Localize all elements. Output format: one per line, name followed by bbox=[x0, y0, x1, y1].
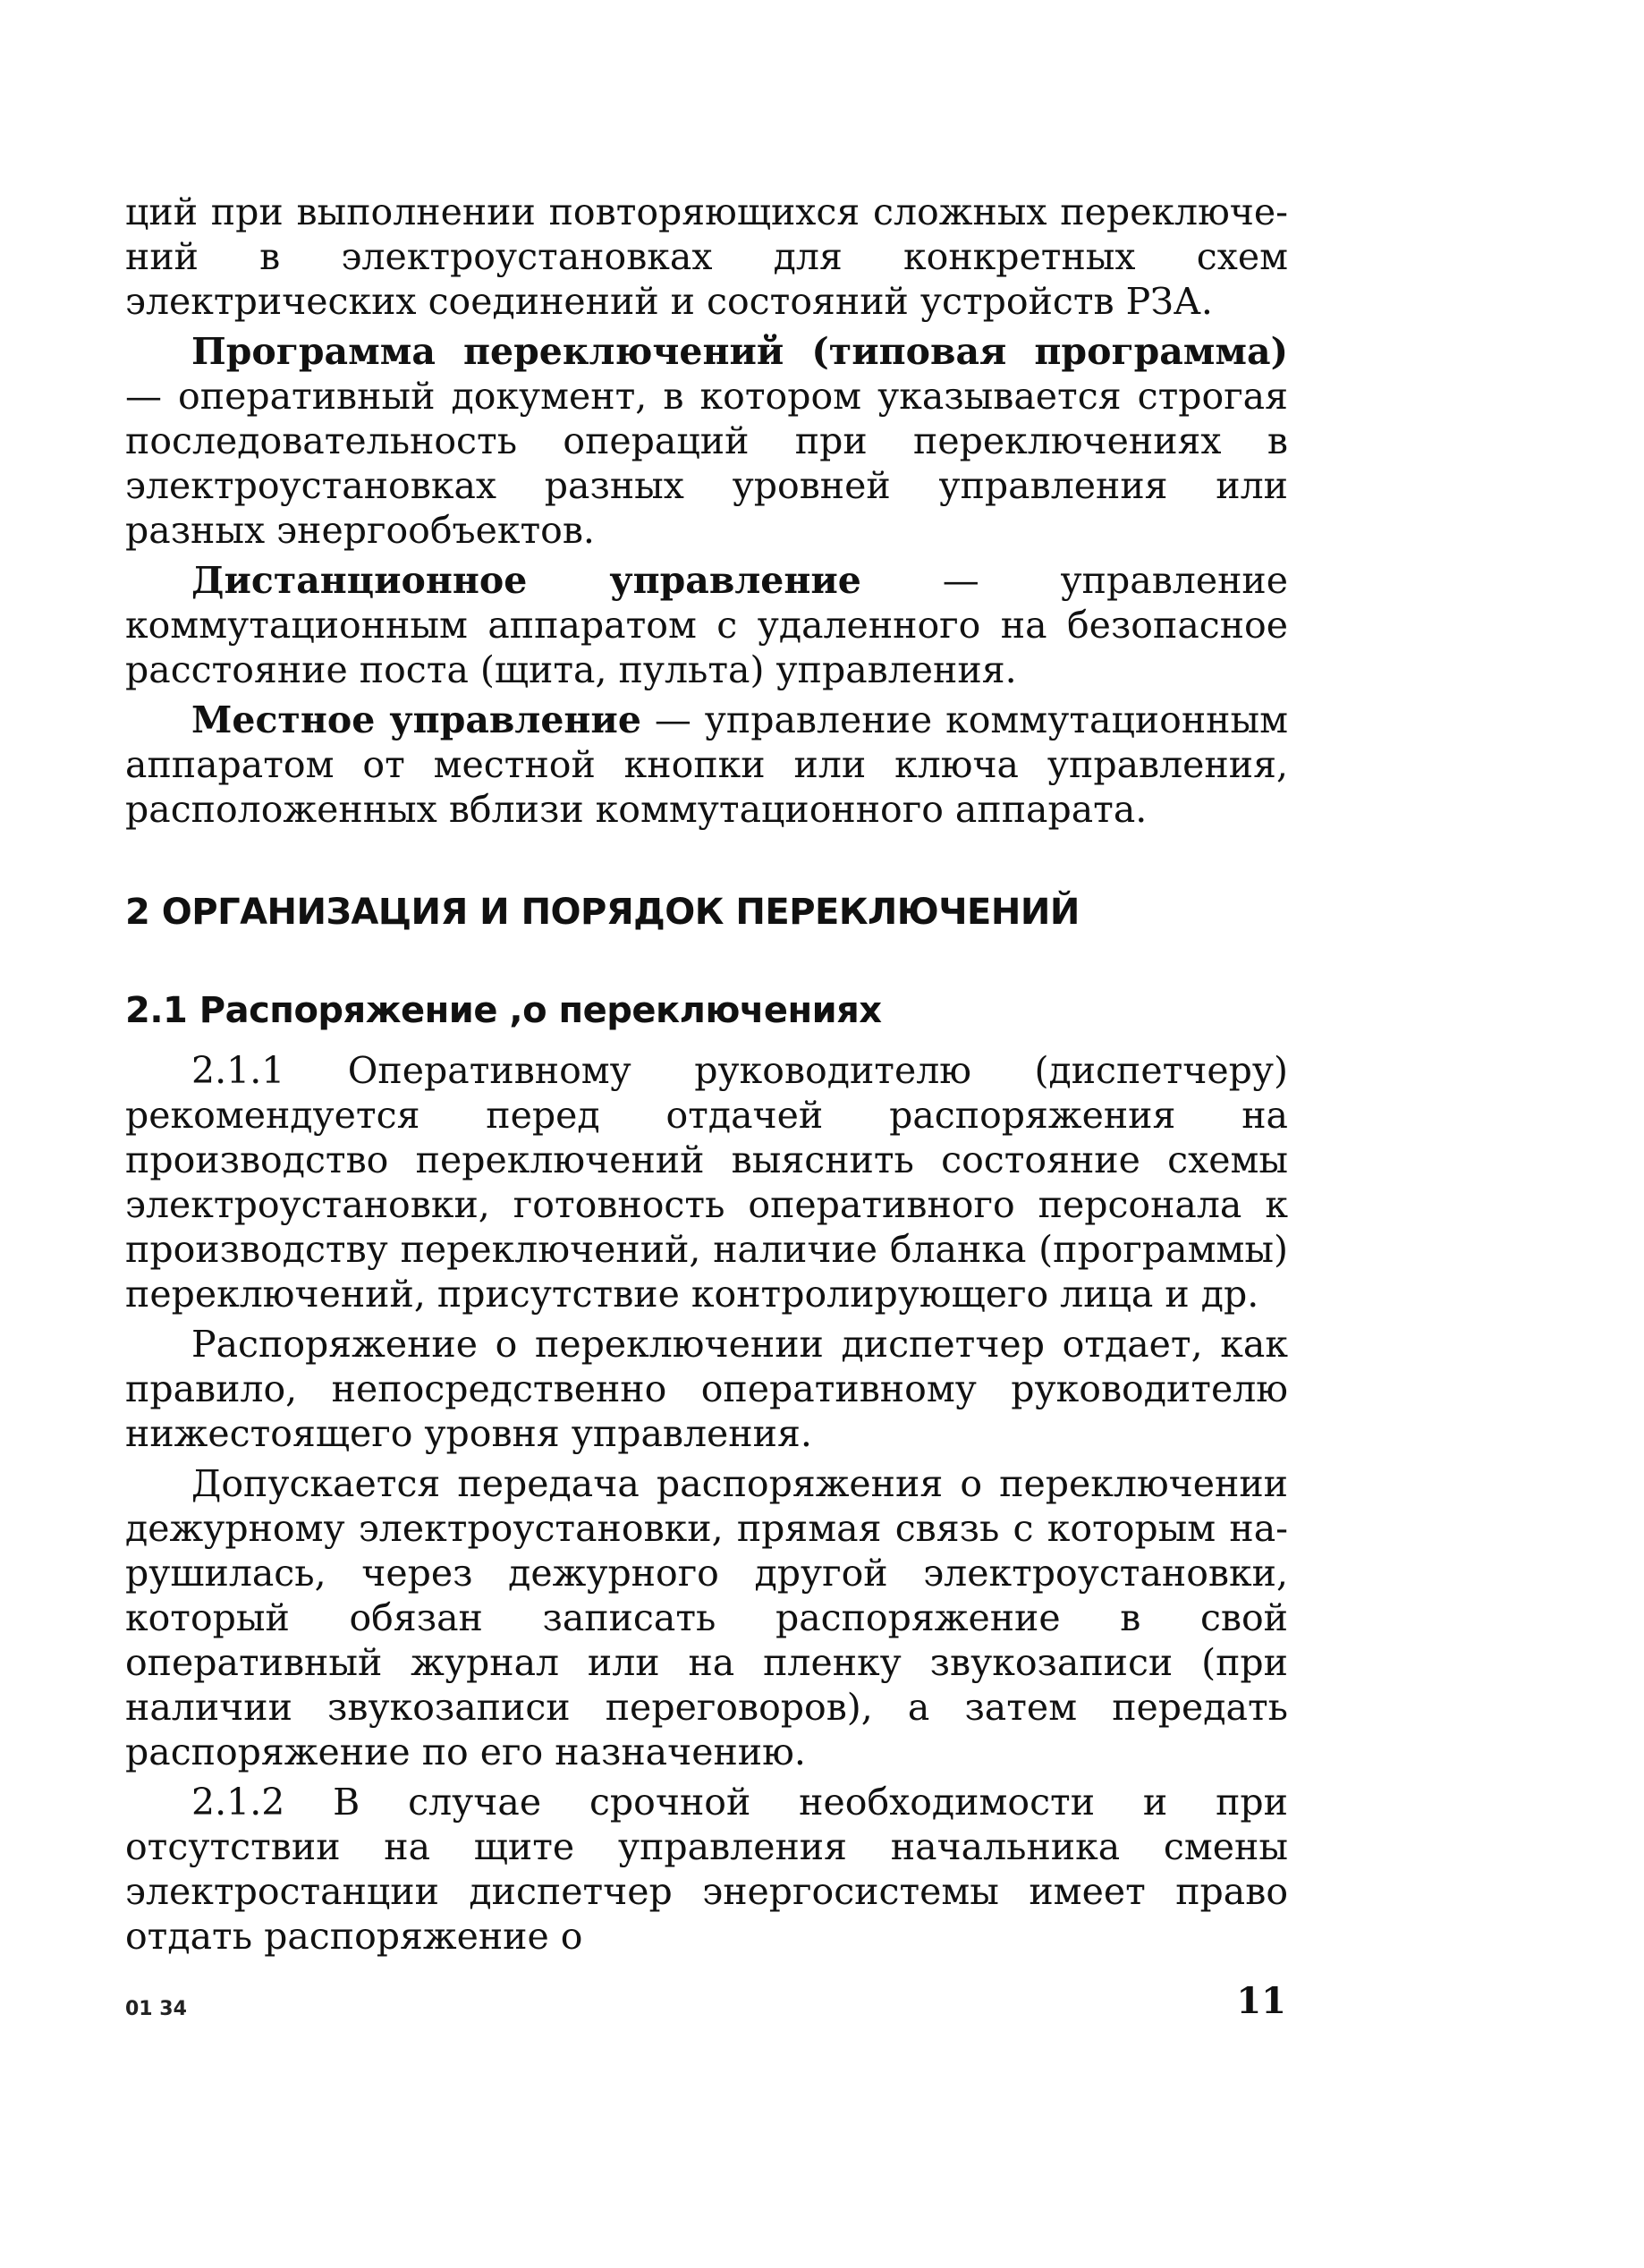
clause-paragraph: Допускается передача распоряжения о переключении дежурному электроустановки, прямая связь с которым нарушилась, через дежурного другой электроустановки, который обязан записать распоряжение в свой оперативный журнал или на пленку звукозаписи (при наличии звукозаписи переговоров), а затем передать распоряжение по его назначению. bbox=[125, 1462, 1288, 1773]
definition-text: — управление коммутационным аппаратом от местной кнопки или ключа управления, расположенных вблизи коммутационного аппарата. bbox=[125, 698, 1288, 831]
paragraph-definition-switching-program bbox=[125, 329, 1288, 553]
defined-term: Дистанционное управление bbox=[191, 559, 861, 602]
clause-paragraph: Распоряжение о переключении диспетчер отдает, как правило, непосредственно оперативному руководителю нижестоящего уровня управления. bbox=[125, 1323, 1288, 1455]
defined-term: Программа переключений (типовая программа) bbox=[191, 330, 1288, 373]
clause-2-1-1: 2.1.1 Оперативному руководителю (диспетчеру) рекомендуется перед отдачей распоряжения на производство переключений выяснить состояние схемы электроустановки, готовность оперативного персонала к производству переключений, наличие бланка (программы) переключений, присутствие контролирующего лица и др. bbox=[125, 1049, 1288, 1316]
page-number: 11 bbox=[1236, 1980, 1286, 2022]
section-heading: 2 ОРГАНИЗАЦИЯ И ПОРЯДОК ПЕРЕКЛЮЧЕНИЙ bbox=[125, 892, 1080, 933]
definition-text: — оперативный документ, в котором указывается строгая последовательность операций при переключениях в электроустановках разных уровней управления или разных энергообъектов. bbox=[125, 375, 1288, 552]
defined-term: Местное управление bbox=[191, 698, 641, 741]
paragraph-definition-remote-control bbox=[125, 558, 1288, 692]
paragraph-text: ций при выполнении повторяющихся сложных переключений в электроустановках для конкретных схем электрических соединений и состояний устройств РЗА. bbox=[125, 190, 1288, 323]
subsection-heading: 2.1 Распоряжение ,о переключениях bbox=[125, 990, 882, 1031]
paragraph-continuation bbox=[125, 190, 1288, 324]
definition-text: — управление коммутационным аппаратом с удаленного на безопасное расстояние поста (щита, пульта) управления. bbox=[125, 559, 1289, 691]
clause-2-1-2: 2.1.2 В случае срочной необходимости и при отсутствии на щите управления начальника смены электростанции диспетчер энергосистемы имеет право отдать распоряжение о bbox=[125, 1781, 1288, 1958]
paragraph-definition-local-control bbox=[125, 698, 1288, 832]
page-body bbox=[125, 190, 1288, 1959]
footer-print-code: 01 34 bbox=[125, 1998, 187, 2020]
